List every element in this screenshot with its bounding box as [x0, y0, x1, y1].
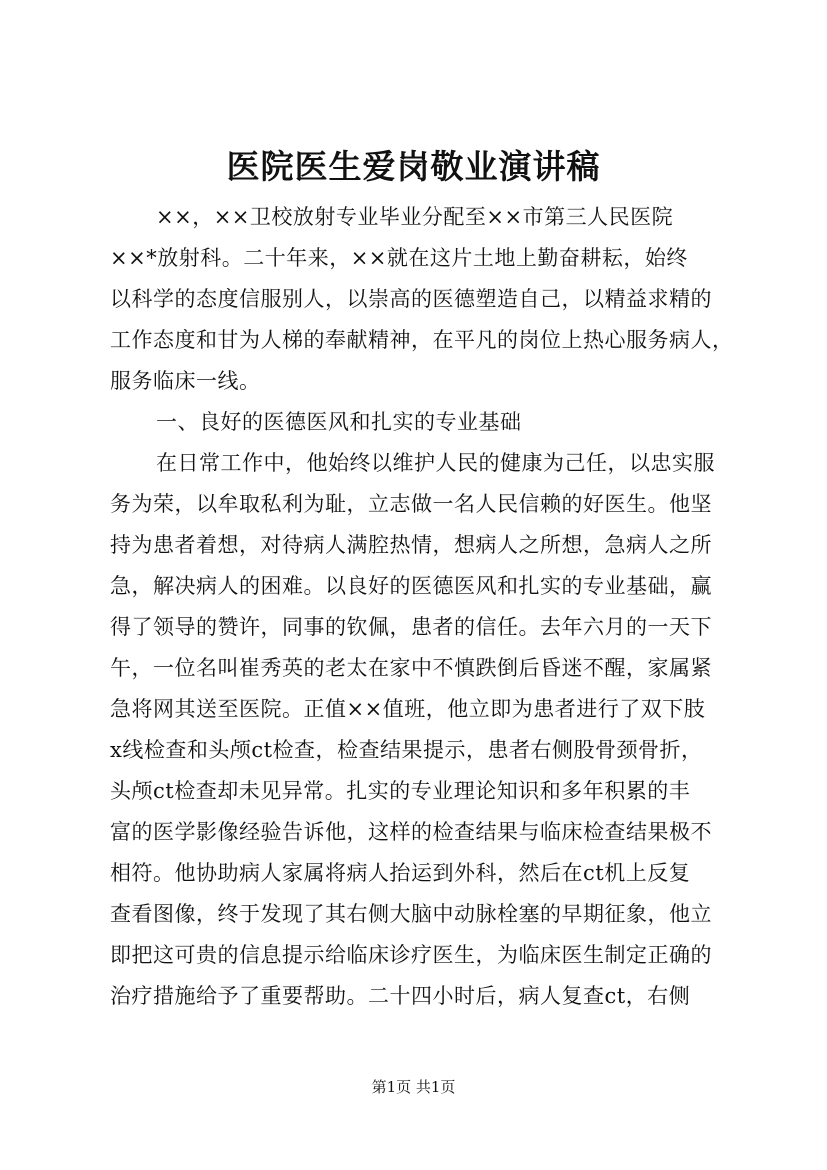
text-line-1: ××，××卫校放射专业毕业分配至××市第三人民医院	[156, 205, 674, 229]
text-line-10: 急，解决病人的困难。以良好的医德医风和扎实的专业基础，赢	[110, 574, 712, 598]
text-line-17: 相符。他协助病人家属将病人抬运到外科，然后在ct机上反复	[110, 861, 691, 885]
text-line-14: x线检查和头颅ct检查，检查结果提示，患者右侧股骨颈骨折，	[110, 738, 703, 762]
text-line-15: 头颅ct检查却未见异常。扎实的专业理论知识和多年积累的丰	[110, 779, 691, 803]
text-line-4: 工作态度和甘为人梯的奉献精神，在平凡的岗位上热心服务病人，	[110, 328, 734, 352]
text-line-11: 得了领导的赞许，同事的钦佩，患者的信任。去年六月的一天下	[110, 615, 712, 639]
text-line-16: 富的医学影像经验告诉他，这样的检查结果与临床检查结果极不	[110, 820, 712, 844]
document-title: 医院医生爱岗敬业演讲稿	[226, 147, 601, 186]
text-line-2: ××*放射科。二十年来，××就在这片土地上勤奋耕耘，始终	[110, 246, 688, 270]
text-line-3: 以科学的态度信服别人，以崇高的医德塑造自己，以精益求精的	[110, 287, 712, 311]
text-line-8: 务为荣，以牟取私利为耻，立志做一名人民信赖的好医生。他坚	[110, 492, 712, 516]
section-heading: 一、良好的医德医风和扎实的专业基础	[156, 410, 522, 434]
text-line-20: 治疗措施给予了重要帮助。二十四小时后，病人复查ct，右侧	[110, 984, 691, 1008]
text-line-19: 即把这可贵的信息提示给临床诊疗医生，为临床医生制定正确的	[110, 943, 712, 967]
text-line-9: 持为患者着想，对待病人满腔热情，想病人之所想，急病人之所	[110, 533, 712, 557]
text-line-5: 服务临床一线。	[110, 369, 261, 393]
document-body	[110, 197, 734, 1017]
text-line-18: 查看图像，终于发现了其右侧大脑中动脉栓塞的早期征象，他立	[110, 902, 712, 926]
text-line-13: 急将网其送至医院。正值××值班，他立即为患者进行了双下肢	[110, 697, 706, 721]
text-line-12: 午，一位名叫崔秀英的老太在家中不慎跌倒后昏迷不醒，家属紧	[110, 656, 712, 680]
page-footer: 第1页 共1页	[371, 1078, 456, 1096]
text-line-7: 在日常工作中，他始终以维护人民的健康为己任，以忠实服	[156, 451, 715, 475]
